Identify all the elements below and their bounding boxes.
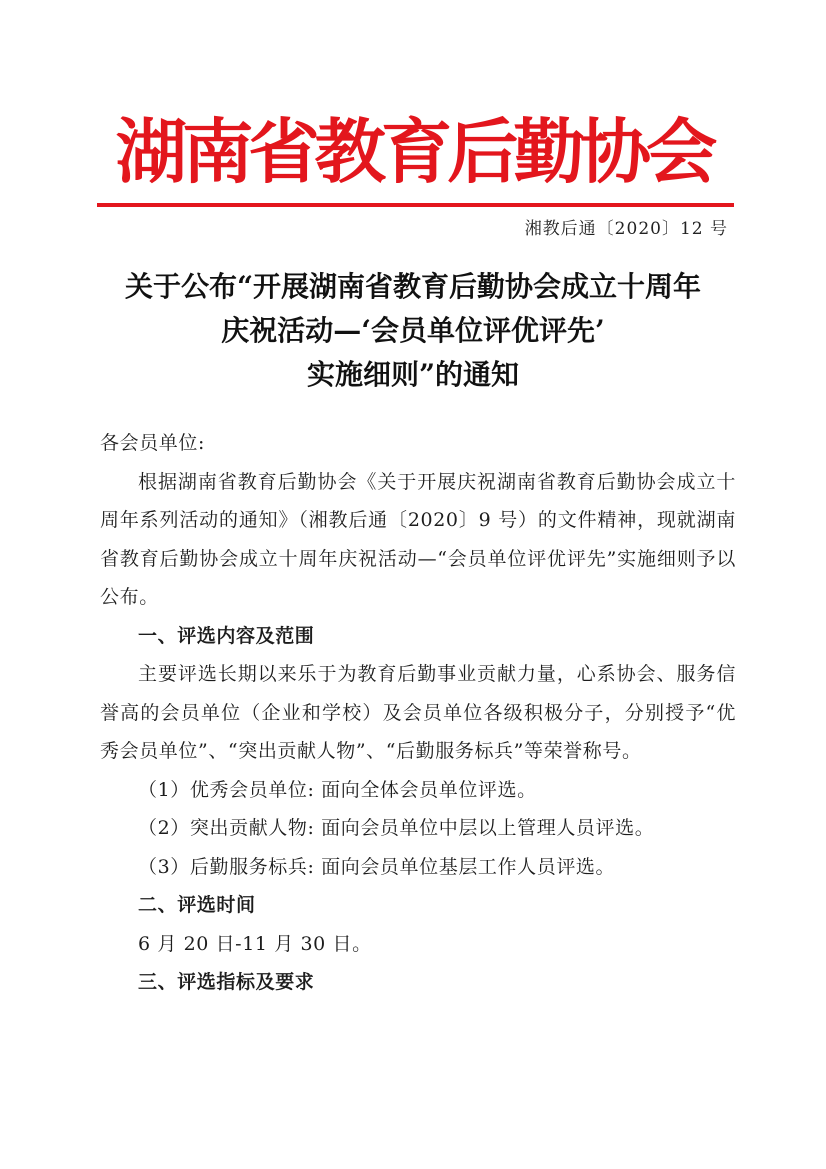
list-item: （3）后勤服务标兵: 面向会员单位基层工作人员评选。: [138, 855, 616, 878]
title-line-2: 庆祝活动—‘会员单位评优评先’: [221, 314, 605, 347]
document-body: [100, 424, 736, 1002]
letterhead-org-name: 湖南省教育后勤协会: [115, 111, 713, 193]
section-3-heading: 三、评选指标及要求: [138, 971, 315, 993]
title-line-3: 实施细则”的通知: [306, 358, 520, 391]
section-2-paragraph: 6 月 20 日-11 月 30 日。: [138, 932, 372, 955]
list-item: （2）突出贡献人物: 面向会员单位中层以上管理人员评选。: [138, 817, 655, 839]
section-1-heading: 一、评选内容及范围: [138, 624, 315, 647]
section-2-heading: 二、评选时间: [138, 894, 256, 916]
document-title: [90, 265, 736, 397]
title-line-1: 关于公布“开展湖南省教育后勤协会成立十周年: [124, 270, 702, 303]
salutation: 各会员单位:: [100, 432, 206, 454]
intro-paragraph: 根据湖南省教育后勤协会《关于开展庆祝湖南省教育后勤协会成立十周年系列活动的通知》（湘教后通〔2020〕9 号）的文件精神，现就湖南省教育后勤协会成立十周年庆祝活动—“会员单位评优评先”实施细则予以公布。: [100, 470, 736, 608]
document-number: 湘教后通〔2020〕12 号: [524, 219, 728, 239]
letterhead-red-rule: [97, 203, 734, 207]
list-item: （1）优秀会员单位: 面向全体会员单位评选。: [138, 778, 537, 801]
section-1-paragraph: 主要评选长期以来乐于为教育后勤事业贡献力量，心系协会、服务信誉高的会员单位（企业和学校）及会员单位各级积极分子，分别授予“优秀会员单位”、“突出贡献人物”、“后勤服务标兵”等荣誉称号。: [100, 663, 736, 762]
